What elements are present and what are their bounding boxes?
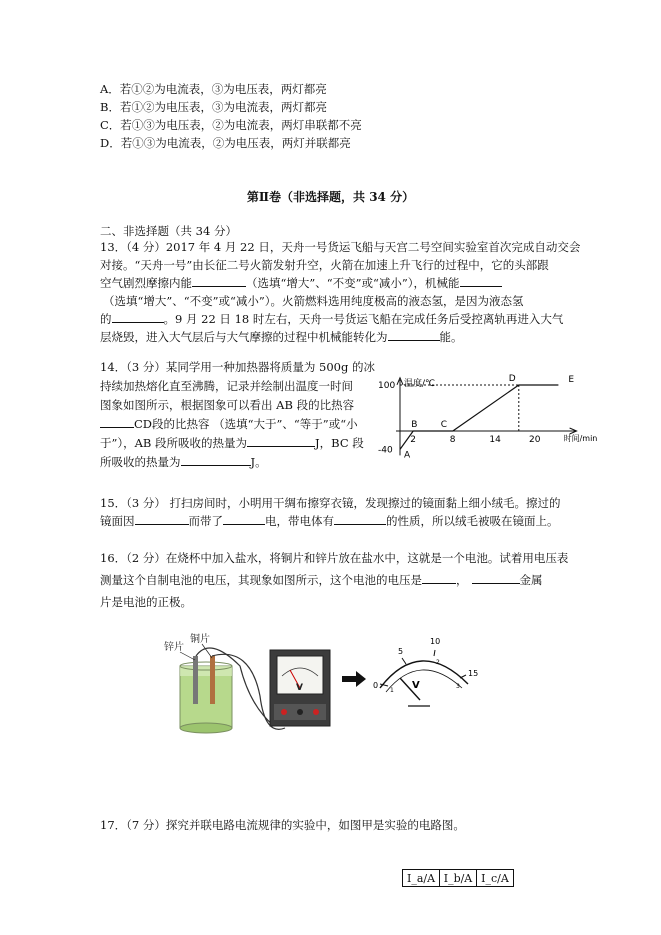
q13-blank3[interactable] <box>112 310 164 323</box>
q14-line5 <box>100 434 364 452</box>
q14-blank3[interactable] <box>181 453 251 466</box>
q13-line5-b: 。9 月 22 日 18 时左右，天舟一号货运飞船在完成任务后受控离轨再进入大气 <box>163 312 564 326</box>
point-label-b: B <box>411 420 418 430</box>
q13-blank2[interactable] <box>460 274 502 287</box>
y-tick-label: 100 <box>378 381 396 391</box>
header-ia: I_a/A <box>403 870 440 887</box>
q14-blank1[interactable] <box>100 415 134 428</box>
dial-V-label: V <box>412 680 420 691</box>
q15-b4: 的性质，所以绒毛被吸在镜面上。 <box>386 514 559 528</box>
choice-c: C．若①③为电压表，②为电流表，两灯串联都不亮 <box>100 118 362 132</box>
point-label-c: C <box>440 420 448 430</box>
q15-b2: 而带了 <box>188 514 223 528</box>
q13-line2: 对接。“天舟一号”由长征二号火箭发射升空，火箭在加速上升飞行的过程中，它的头部跟 <box>100 258 549 272</box>
dial-tick-10: 10 <box>430 637 441 646</box>
point-label-a: A <box>404 450 411 461</box>
q16-l2b: ， <box>456 573 468 587</box>
q13-line6 <box>100 328 463 346</box>
voltmeter <box>270 650 330 726</box>
q14-line3: 图象如图所示，根据图象可以看出 AB 段的比热容 <box>100 398 355 412</box>
dial-small-1: 1 <box>390 687 394 694</box>
q13-line6-b: 能。 <box>439 330 463 344</box>
section-title: 第Ⅱ卷（非选择题，共 34 分） <box>246 190 415 204</box>
q13-line3-b: （选填“增大”、“不变”或“减小”），机械能 <box>246 276 460 290</box>
x-tick-label: 8 <box>449 435 456 445</box>
beaker <box>180 656 232 733</box>
q14-line5-a: 于”），AB 段所吸收的热量为 <box>100 436 248 450</box>
q14-line2: 持续加热熔化直至沸腾，记录并绘制出温度一时间 <box>100 379 353 393</box>
q13-blank1[interactable] <box>192 274 246 287</box>
choice-b: B．若①②为电压表，③为电流表，两灯都亮 <box>100 100 327 114</box>
q13-blank4[interactable] <box>388 328 440 341</box>
choice-a: A．若①②为电流表，③为电压表，两灯都亮 <box>100 82 327 96</box>
q14-line1: 14．（3 分）某同学用一种加热器将质量为 500g 的冰 <box>100 360 375 374</box>
x-tick-label: 2 <box>410 435 416 445</box>
q16-line1: 16．（2 分）在烧杯中加入盐水，将铜片和锌片放在盐水中，这就是一个电池。试着用电压表 <box>100 551 569 565</box>
dial-tick-5: 5 <box>398 647 404 656</box>
q16-l2c: 金属 <box>519 573 543 587</box>
q15-b1: 镜面因 <box>100 514 135 528</box>
q14-line6-b: J。 <box>250 455 267 469</box>
q14-line4-b: CD段的比热容 （选填“大于”、“等于”或“小 <box>134 417 358 431</box>
x-tick-label: 14 <box>489 435 501 445</box>
q13-line5-a: 的 <box>100 312 112 326</box>
q15-line1: 15．（3 分） 打扫房间时，小明用干绸布擦穿衣镜，发现擦过的镜面黏上细小绒毛。擦过的 <box>100 496 561 510</box>
q15-b3: 电，带电体有 <box>265 514 334 528</box>
q14-line4 <box>100 415 358 433</box>
q16-blank2[interactable] <box>472 571 520 584</box>
q15-blank2[interactable] <box>223 512 265 525</box>
arrow-icon <box>342 671 366 687</box>
battery-experiment-figure <box>150 626 500 751</box>
y-axis-label: 温度/℃ <box>404 378 436 389</box>
voltmeter-dial <box>373 637 478 706</box>
point-label-d: D <box>508 374 516 384</box>
y-tick-label: -40 <box>378 445 393 456</box>
header-ic: I_c/A <box>477 870 514 887</box>
q16-line3: 片是电池的正极。 <box>100 595 192 609</box>
copper-label: 铜片 <box>190 634 210 645</box>
dial-tick-15: 15 <box>468 669 479 678</box>
q16-blank1[interactable] <box>422 571 456 584</box>
dial-tick-0: 0 <box>373 681 379 690</box>
section-heading: 二、非选择题（共 34 分） <box>100 224 237 238</box>
point-label-e: E <box>568 375 575 385</box>
choice-d: D．若①③为电流表，②为电压表，两灯并联都亮 <box>100 136 351 150</box>
q16-line2 <box>100 571 543 589</box>
q14-line5-b: J，BC 段 <box>315 436 364 450</box>
q14-line6 <box>100 453 267 471</box>
q15-line2 <box>100 512 559 530</box>
q16-l2a: 测量这个自制电池的电压，其现象如图所示，这个电池的电压是 <box>100 573 422 587</box>
zinc-label: 锌片 <box>164 642 184 653</box>
current-table-header <box>402 869 514 887</box>
q13-line1: 13．（4 分）2017 年 4 月 22 日，天舟一号货运飞船与天宫二号空间实验室首次完成自动交会 <box>100 240 581 254</box>
header-ib: I_b/A <box>440 870 477 887</box>
q13-line4: （选填“增大”、“不变”或“减小”）。火箭燃料选用纯度极高的液态氢，是因为液态氢 <box>103 294 524 308</box>
q14-line6-a: 所吸收的热量为 <box>100 455 181 469</box>
q15-blank3[interactable] <box>334 512 386 525</box>
q13-line3-a: 空气剧烈摩擦内能 <box>100 276 192 290</box>
dial-small-3: 3 <box>456 683 460 690</box>
q13-line3 <box>100 274 502 292</box>
q17-line1: 17．（7 分）探究并联电路电流规律的实验中，如图甲是实验的电路图。 <box>100 818 465 832</box>
q13-line6-a: 层烧毁，进入大气层后与大气摩擦的过程中机械能转化为 <box>100 330 388 344</box>
x-tick-label: 20 <box>529 435 541 445</box>
dial-small-2: 2 <box>436 659 440 666</box>
q15-blank1[interactable] <box>135 512 189 525</box>
x-axis-label: 时间/min <box>563 434 598 443</box>
voltmeter-V-label: V <box>296 683 303 693</box>
q13-line5 <box>100 310 563 328</box>
temperature-time-chart <box>370 355 598 465</box>
q14-blank2[interactable] <box>247 434 315 447</box>
